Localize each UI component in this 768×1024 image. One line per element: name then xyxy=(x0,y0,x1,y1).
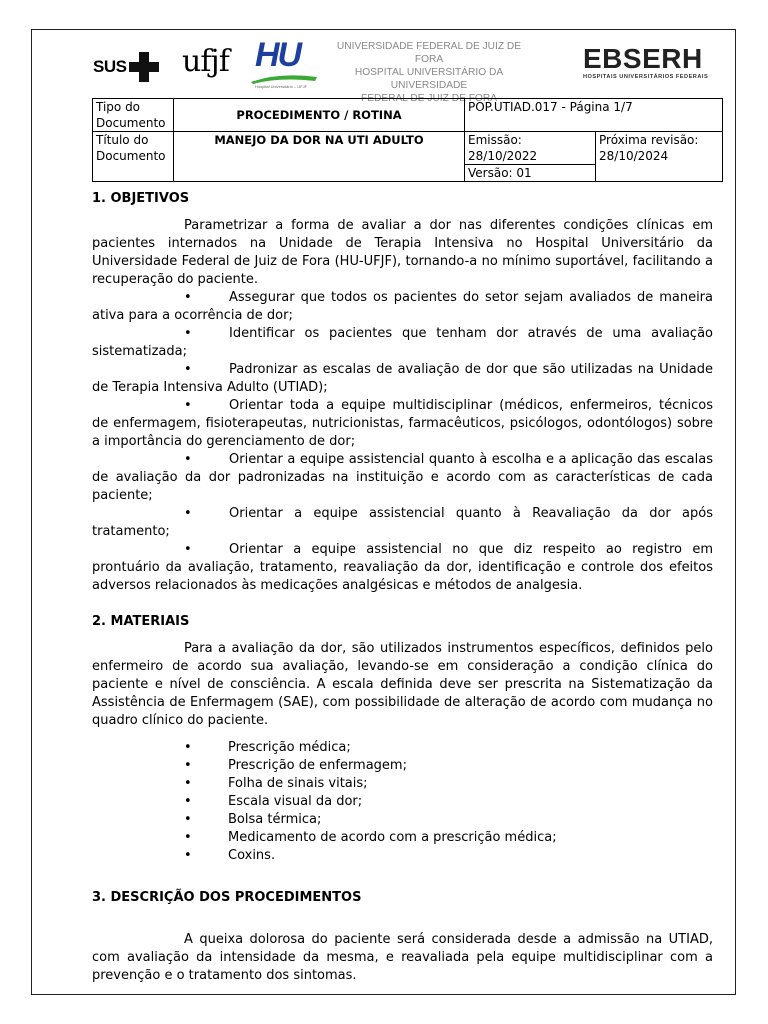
issue-version-cell xyxy=(465,132,596,182)
institution-name xyxy=(329,40,529,105)
bullet-icon: • xyxy=(184,542,192,557)
bullet-icon: • xyxy=(184,758,192,773)
ufjf-logo: ufjf xyxy=(182,44,229,79)
bullet-icon: • xyxy=(184,830,192,845)
institution-line: UNIVERSIDADE FEDERAL DE JUIZ DE FORA xyxy=(336,41,522,65)
paragraph: A queixa dolorosa do paciente será considerada desde a admissão na UTIAD, com avaliação da intensidade da mesma, e reavaliada pela equipe multidisciplinar com a prevenção e o tratamento dos sintomas. xyxy=(92,932,713,983)
list-item xyxy=(92,289,713,325)
list-item-text: Orientar a equipe assistencial quanto à Reavaliação da dor após tratamento; xyxy=(92,506,713,539)
list-item xyxy=(92,775,713,793)
document-info-table xyxy=(92,98,723,182)
list-item-text: Identificar os pacientes que tenham dor através de uma avaliação sistematizada; xyxy=(92,326,713,359)
paragraph: Parametrizar a forma de avaliar a dor nas diferentes condições clínicas em pacientes internados na Unidade de Terapia Intensiva no Hospital Universitário da Universidade Federal de Juiz de Fora (HU-UFJF), tornando-a no mínimo suportável, facilitando a recuperação do paciente. xyxy=(92,218,713,287)
list-item xyxy=(92,829,713,847)
section-heading: 1. OBJETIVOS xyxy=(92,191,190,206)
list-item-text: Assegurar que todos os pacientes do setor sejam avaliados de maneira ativa para a ocorrência de dor; xyxy=(92,290,713,323)
list-item-text: Prescrição médica; xyxy=(228,740,351,755)
list-item xyxy=(92,757,713,775)
table-row xyxy=(93,99,723,132)
hu-logo xyxy=(249,36,325,90)
list-item xyxy=(92,451,713,505)
list-item xyxy=(92,739,713,757)
bullet-icon: • xyxy=(184,506,192,521)
version: Versão: 01 xyxy=(468,166,532,180)
list-item-text: Orientar a equipe assistencial no que diz respeito ao registro em prontuário da avaliação, tratamento, reavaliação da dor, identificação e controle dos efeitos adversos relacionados às medicações analgésicas e métodos de analgesia. xyxy=(92,542,713,593)
ebserh-logo xyxy=(583,45,708,80)
header-logos xyxy=(93,36,743,104)
title-label: Título do Documento xyxy=(93,132,174,182)
list-item-text: Padronizar as escalas de avaliação de dor que são utilizadas na Unidade de Terapia Intensiva Adulto (UTIAD); xyxy=(92,362,713,395)
sus-label: SUS xyxy=(93,57,127,76)
type-label: Tipo do Documento xyxy=(93,99,174,132)
bullet-icon: • xyxy=(184,326,192,341)
section-heading: 3. DESCRIÇÃO DOS PROCEDIMENTOS xyxy=(92,890,362,905)
ebserh-subtitle: HOSPITAIS UNIVERSITÁRIOS FEDERAIS xyxy=(583,74,709,80)
list-item xyxy=(92,397,713,451)
list-item-text: Escala visual da dor; xyxy=(228,794,363,809)
list-item-text: Coxins. xyxy=(228,848,276,863)
institution-line: FEDERAL DE JUIZ DE FORA xyxy=(360,93,498,104)
document-body xyxy=(92,190,713,985)
bullet-icon: • xyxy=(184,776,192,791)
bullet-icon: • xyxy=(184,812,192,827)
next-review: Próxima revisão: 28/10/2024 xyxy=(596,132,723,182)
bullet-icon: • xyxy=(184,848,192,863)
materials-list xyxy=(92,739,713,865)
type-value: PROCEDIMENTO / ROTINA xyxy=(174,99,465,132)
list-item-text: Prescrição de enfermagem; xyxy=(228,758,407,773)
bullet-icon: • xyxy=(184,740,192,755)
bullet-icon: • xyxy=(184,362,192,377)
bullet-icon: • xyxy=(184,290,192,305)
hu-label: HU xyxy=(255,36,301,74)
ebserh-label: EBSERH xyxy=(583,43,703,74)
list-item xyxy=(92,793,713,811)
list-item-text: Folha de sinais vitais; xyxy=(228,776,368,791)
bullet-icon: • xyxy=(184,398,192,413)
list-item xyxy=(92,541,713,595)
list-item xyxy=(92,505,713,541)
paragraph: Para a avaliação da dor, são utilizados instrumentos específicos, definidos pelo enfermeiro de acordo sua avaliação, levando-se em consideração a condição clínica do paciente e nível de consciência. A escala definida deve ser prescrita na Sistematização da Assistência de Enfermagem (SAE), com possibilidade de alteração de acordo com mudança no quadro clínico do paciente. xyxy=(92,641,713,728)
list-item-text: Medicamento de acordo com a prescrição médica; xyxy=(228,830,557,845)
list-item xyxy=(92,361,713,397)
bullet-icon: • xyxy=(184,452,192,467)
hu-subtitle: Hospital Universitário – UFJF xyxy=(255,84,308,89)
table-row xyxy=(93,132,723,182)
list-item xyxy=(92,847,713,865)
list-item xyxy=(92,811,713,829)
hu-swoosh-icon xyxy=(249,74,319,84)
list-item xyxy=(92,325,713,361)
cross-icon xyxy=(129,52,159,82)
list-item-text: Orientar toda a equipe multidisciplinar (médicos, enfermeiros, técnicos de enfermagem, fisioterapeutas, nutricionistas, farmacêuticos, psicólogos, odontólogos) sobre a importância do gerenciamento de dor; xyxy=(92,398,713,449)
title-value: MANEJO DA DOR NA UTI ADULTO xyxy=(174,132,465,182)
list-item-text: Orientar a equipe assistencial quanto à escolha e a aplicação das escalas de avaliação da dor padronizadas na instituição e acordo com as características de cada paciente; xyxy=(92,452,713,503)
bullet-icon: • xyxy=(184,794,192,809)
institution-line: HOSPITAL UNIVERSITÁRIO DA UNIVERSIDADE xyxy=(354,67,504,91)
list-item-text: Bolsa térmica; xyxy=(228,812,322,827)
sus-logo xyxy=(93,52,159,82)
section-heading: 2. MATERIAIS xyxy=(92,614,190,629)
code-page: POP.UTIAD.017 - Página 1/7 xyxy=(465,99,723,132)
issue-date: Emissão: 28/10/2022 xyxy=(465,132,595,165)
